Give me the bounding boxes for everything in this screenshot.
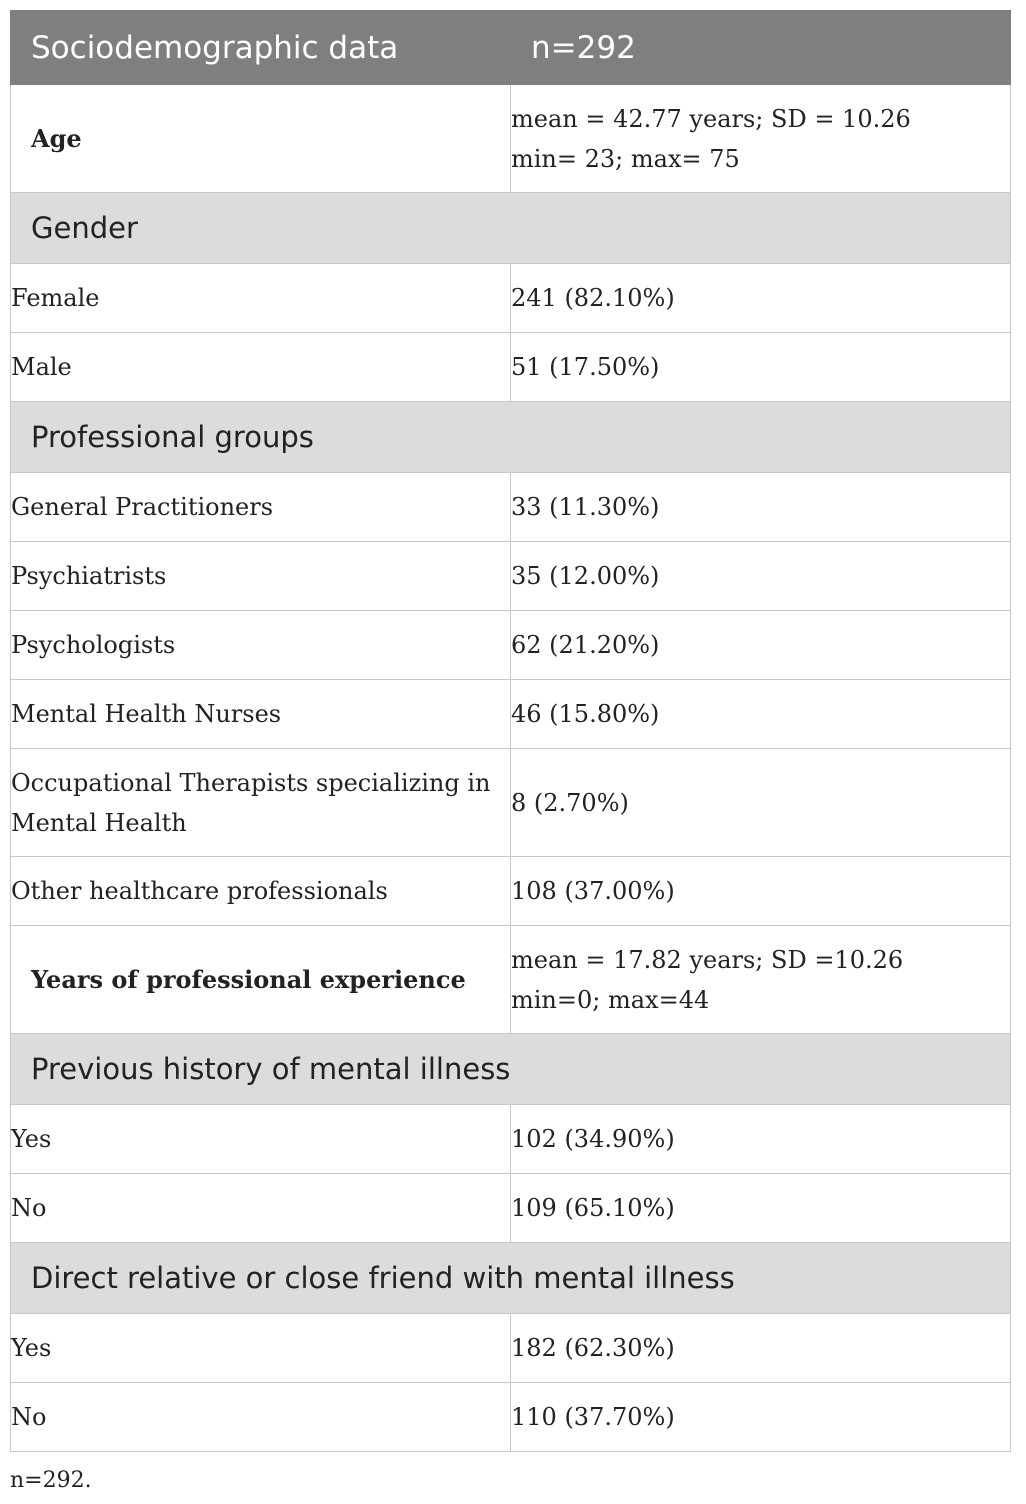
section-title-mental-illness-history: Previous history of mental illness — [11, 1034, 1011, 1105]
row-label: General Practitioners — [11, 473, 511, 542]
section-row-professional-groups — [11, 402, 1011, 473]
section-row-relative-friend — [11, 1243, 1011, 1314]
row-label: Occupational Therapists specializing in Mental Health — [11, 749, 511, 857]
row-value: 182 (62.30%) — [511, 1314, 1011, 1383]
experience-mean-sd: mean = 17.82 years; SD =10.26 — [511, 945, 904, 974]
row-label: Mental Health Nurses — [11, 680, 511, 749]
age-label: Age — [11, 85, 511, 193]
experience-min-max: min=0; max=44 — [511, 985, 710, 1014]
row-value: 33 (11.30%) — [511, 473, 1011, 542]
row-label: No — [11, 1174, 511, 1243]
row-label: Male — [11, 333, 511, 402]
row-label: Psychiatrists — [11, 542, 511, 611]
header-sample-size: n=292 — [511, 11, 1011, 85]
row-label: Female — [11, 264, 511, 333]
table-row — [11, 1314, 1011, 1383]
table-row — [11, 264, 1011, 333]
table-row — [11, 857, 1011, 926]
table-row — [11, 611, 1011, 680]
table-row — [11, 680, 1011, 749]
row-value: 46 (15.80%) — [511, 680, 1011, 749]
table-row — [11, 1383, 1011, 1452]
age-min-max: min= 23; max= 75 — [511, 144, 740, 173]
table-header-row — [11, 11, 1011, 85]
section-title-relative-friend: Direct relative or close friend with mental illness — [11, 1243, 1011, 1314]
experience-value — [511, 926, 1011, 1034]
row-label: Other healthcare professionals — [11, 857, 511, 926]
sociodemographic-table — [10, 10, 1011, 1452]
table-row — [11, 473, 1011, 542]
row-value: 108 (37.00%) — [511, 857, 1011, 926]
table-row — [11, 749, 1011, 857]
row-value: 110 (37.70%) — [511, 1383, 1011, 1452]
row-value: 62 (21.20%) — [511, 611, 1011, 680]
table-row-age — [11, 85, 1011, 193]
table-row — [11, 542, 1011, 611]
section-row-gender — [11, 193, 1011, 264]
section-row-mental-illness-history — [11, 1034, 1011, 1105]
table-footnote: n=292. — [10, 1468, 92, 1493]
row-label: No — [11, 1383, 511, 1452]
row-value: 241 (82.10%) — [511, 264, 1011, 333]
section-title-gender: Gender — [11, 193, 1011, 264]
row-value: 102 (34.90%) — [511, 1105, 1011, 1174]
experience-label: Years of professional experience — [11, 926, 511, 1034]
row-value: 109 (65.10%) — [511, 1174, 1011, 1243]
header-sociodemographic-data: Sociodemographic data — [11, 11, 511, 85]
age-value — [511, 85, 1011, 193]
age-mean-sd: mean = 42.77 years; SD = 10.26 — [511, 104, 911, 133]
table-row — [11, 333, 1011, 402]
table-row — [11, 1174, 1011, 1243]
row-value: 35 (12.00%) — [511, 542, 1011, 611]
row-label: Yes — [11, 1314, 511, 1383]
row-value: 8 (2.70%) — [511, 749, 1011, 857]
table-row-experience — [11, 926, 1011, 1034]
row-value: 51 (17.50%) — [511, 333, 1011, 402]
table-row — [11, 1105, 1011, 1174]
row-label: Yes — [11, 1105, 511, 1174]
section-title-professional-groups: Professional groups — [11, 402, 1011, 473]
row-label: Psychologists — [11, 611, 511, 680]
